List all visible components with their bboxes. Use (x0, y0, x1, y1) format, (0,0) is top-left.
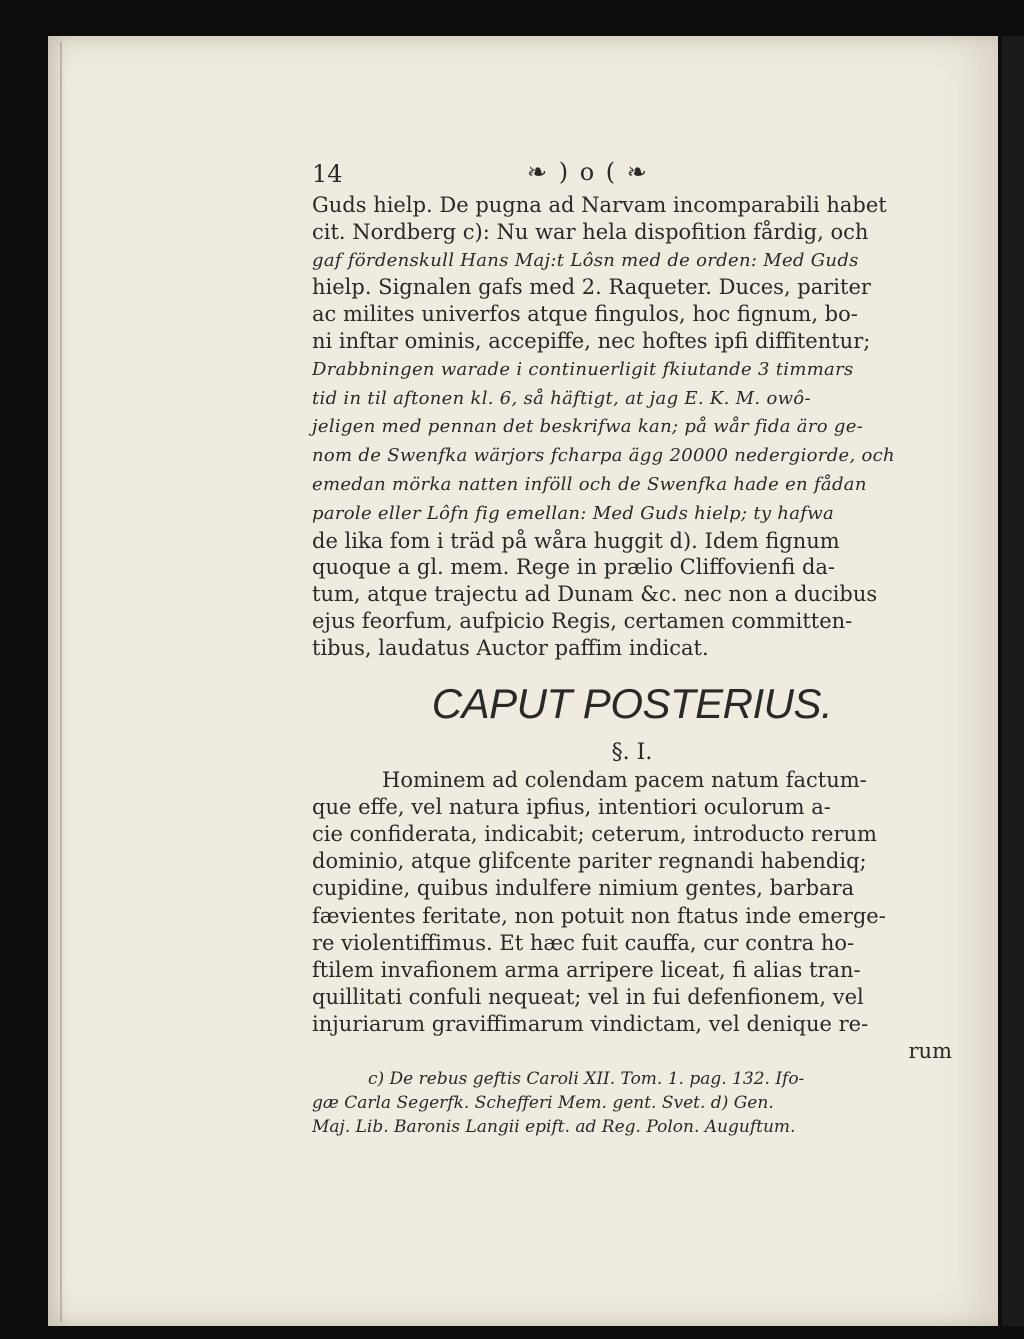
running-header (312, 158, 952, 192)
footnotes (312, 1067, 952, 1139)
text-line: parole eller Lôfn fig emellan: Med Guds hielp; ty hafwa (312, 502, 834, 524)
text-line: Drabbningen warade i continuerligit fkiutande 3 timmars (312, 358, 854, 380)
text-line: gaf fördenskull Hans Maj:t Lôsn med de orden: Med Guds (312, 249, 859, 271)
text-line: cupidine, quibus indulfere nimium gentes, barbara (312, 876, 855, 901)
page-number: 14 (312, 160, 343, 188)
text-line: cit. Nordberg c): Nu war hela dispofition fårdig, och (312, 219, 869, 244)
text-line: que effe, vel natura ipfius, intentiori oculorum a- (312, 794, 831, 819)
text-line: ac milites univerfos atque fingulos, hoc fignum, bo- (312, 302, 858, 327)
text-line: re violentiffimus. Et hæc fuit cauffa, cur contra ho- (312, 930, 855, 955)
text-line: injuriarum graviffimarum vindictam, vel denique re- (312, 1012, 869, 1037)
text-line: quoque a gl. mem. Rege in prælio Cliffovienfi da- (312, 555, 836, 580)
header-ornament: ❧ ) o ( ❧ (527, 158, 649, 186)
text-line: Hominem ad colendam pacem natum factum- (382, 767, 867, 792)
text-line: jeligen med pennan det beskrifwa kan; på wår fida äro ge- (312, 416, 864, 438)
text-line: quillitati confuli nequeat; vel in fui defenfionem, vel (312, 985, 864, 1010)
text-line: tum, atque trajectu ad Dunam &c. nec non a ducibus (312, 582, 878, 607)
text-line: ni inftar ominis, accepiffe, nec hoftes ipfi diffitentur; (312, 328, 871, 353)
text-line: emedan mörka natten inföll och de Swenfka hade en fådan (312, 473, 867, 495)
paragraph-1 (312, 192, 952, 662)
catchword: rum (908, 1038, 952, 1063)
text-line: hielp. Signalen gafs med 2. Raqueter. Duces, pariter (312, 275, 871, 300)
footnote-line: Maj. Lib. Baronis Langii epift. ad Reg. Polon. Auguftum. (312, 1116, 796, 1137)
text-line: cie confiderata, indicabit; ceterum, introducto rerum (312, 821, 877, 846)
text-line: dominio, atque glifcente pariter regnandi habendiq; (312, 849, 867, 874)
text-line: fævientes feritate, non potuit non ftatus inde emerge- (312, 903, 886, 928)
page-text-block (312, 158, 952, 1139)
text-line: ftilem invafionem arma arripere liceat, fi alias tran- (312, 957, 861, 982)
text-line: Guds hielp. De pugna ad Narvam incomparabili habet (312, 193, 887, 217)
chapter-heading: CAPUT POSTERIUS. (431, 679, 833, 727)
footnote-line: c) De rebus geftis Caroli XII. Tom. 1. pag. 132. Ifo- (368, 1068, 805, 1089)
footnote-line: gæ Carla Segerfk. Schefferi Mem. gent. Svet. d) Gen. (312, 1092, 774, 1113)
text-line: ejus feorfum, aufpicio Regis, certamen committen- (312, 608, 853, 633)
text-line: tid in til aftonen kl. 6, så häftigt, at jag E. K. M. owô- (312, 387, 811, 409)
section-number: §. I. (611, 739, 653, 765)
text-line: nom de Swenfka wärjors fcharpa ägg 20000 nedergiorde, och (312, 445, 895, 467)
text-line: tibus, laudatus Auctor paffim indicat. (312, 635, 709, 660)
facing-page-edge (1002, 36, 1024, 1326)
page-fold-line (60, 42, 62, 1322)
text-line: de lika fom i träd på wåra huggit d). Idem fignum (312, 528, 840, 553)
paragraph-2 (312, 767, 952, 1039)
